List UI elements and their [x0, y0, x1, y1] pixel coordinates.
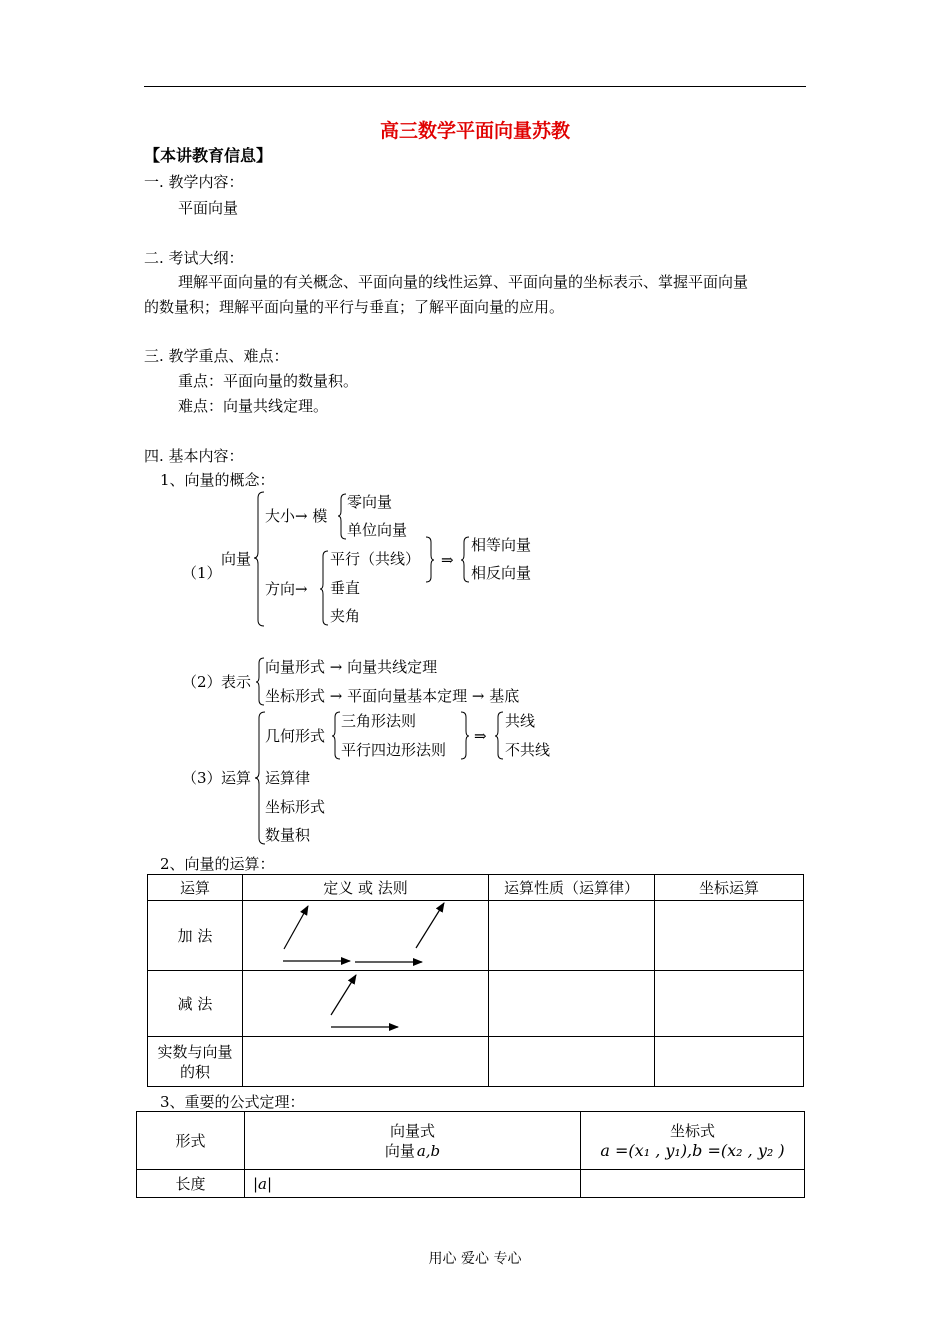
table1-row-scalar: 实数与向量的积: [148, 1037, 243, 1087]
tree3-geometric: 几何形式: [265, 727, 326, 745]
page-footer: 用心 爱心 专心: [428, 1251, 522, 1267]
table2-vector-form: [245, 1112, 581, 1170]
section-2-heading: 二. 考试大纲：: [144, 249, 244, 267]
tree1-parallel: 平行（共线）: [330, 550, 421, 568]
section-4-heading: 四. 基本内容：: [144, 447, 244, 465]
table2-vector-vars: a,b: [416, 1141, 441, 1160]
tree1-unit-vector: 单位向量: [347, 521, 408, 539]
table1-row-addition: 加 法: [148, 901, 243, 971]
tree3-noncollinear: 不共线: [505, 741, 551, 759]
section-3-heading: 三. 教学重点、难点：: [144, 347, 289, 365]
tree1-size: 大小→ 模: [265, 507, 328, 525]
page-title: 高三数学平面向量苏教: [379, 120, 570, 142]
section-2-line1: 理解平面向量的有关概念、平面向量的线性运算、平面向量的坐标表示、掌握平面向量: [178, 273, 749, 291]
table1-header-props: 运算性质（运算律）: [489, 875, 655, 901]
table1-header-op: 运算: [148, 875, 243, 901]
tree1-zero-vector: 零向量: [347, 493, 393, 511]
tree2-row1: 向量形式 → 向量共线定理: [265, 658, 438, 676]
tree3-parallelogram-rule: 平行四边形法则: [341, 741, 447, 759]
tree3-coordinate-form: 坐标形式: [265, 798, 326, 816]
section-2-line2: 的数量积；理解平面向量的平行与垂直；了解平面向量的应用。: [144, 298, 565, 316]
tree1-angle: 夹角: [330, 607, 361, 625]
tree1-perpendicular: 垂直: [330, 579, 361, 597]
table1-header-coord: 坐标运算: [655, 875, 804, 901]
table2-vector-form-title: 向量式: [389, 1121, 435, 1140]
tree3-number: （3）: [182, 769, 222, 787]
table2-vector-form-sub: 向量 a,b: [384, 1141, 441, 1160]
section-3-key: 重点：平面向量的数量积。: [178, 372, 359, 390]
tree1-direction: 方向→: [265, 580, 308, 598]
table2-form-label: 形式: [137, 1112, 245, 1170]
table1-row-subtraction: 减 法: [148, 971, 243, 1037]
table2-length-label: 长度: [137, 1170, 245, 1198]
table2-cell: [581, 1170, 805, 1198]
tree2-root: 表示: [221, 673, 252, 691]
tree3-collinear: 共线: [505, 712, 536, 730]
table2-coord-form-title: 坐标式: [669, 1121, 715, 1140]
tree2-row2: 坐标形式 → 平面向量基本定理 → 基底: [265, 687, 520, 705]
table2-coord-formula: a =(x₁ , y₁),b =(x₂ , y₂ ): [600, 1140, 785, 1160]
tree3-triangle-rule: 三角形法则: [341, 712, 417, 730]
table1-header-def: 定义 或 法则: [243, 875, 489, 901]
tree1-equal-vector: 相等向量: [471, 536, 532, 554]
table2-coord-form: [581, 1112, 805, 1170]
section-1-body: 平面向量: [178, 199, 239, 217]
table2-length-formula: |a|: [253, 1174, 273, 1193]
tree3-implies: ⇒: [474, 727, 487, 745]
tree1-opposite-vector: 相反向量: [471, 564, 532, 582]
add-vector-1: [284, 906, 308, 949]
sub-vector-1: [331, 975, 356, 1015]
formula-table: [136, 1111, 805, 1198]
section-1-heading: 一. 教学内容：: [144, 173, 244, 191]
tree2-number: （2）: [182, 673, 222, 691]
section-3-hard: 难点：向量共线定理。: [178, 397, 329, 415]
table2-length-vector: [245, 1170, 581, 1198]
info-heading: 【本讲教育信息】: [144, 146, 273, 165]
tree3-root: 运算: [221, 769, 252, 787]
tree1-root: 向量: [221, 550, 252, 568]
tree3-laws: 运算律: [265, 769, 311, 787]
tree1-number: （1）: [182, 564, 222, 582]
add-vector-4: [416, 903, 444, 948]
tree1-implies: ⇒: [441, 551, 454, 569]
section-4-sub3: 3、重要的公式定理：: [160, 1093, 305, 1111]
tree3-dot-product: 数量积: [265, 826, 311, 844]
section-4-sub2: 2、向量的运算：: [160, 855, 275, 873]
section-4-sub1: 1、向量的概念：: [160, 471, 275, 489]
